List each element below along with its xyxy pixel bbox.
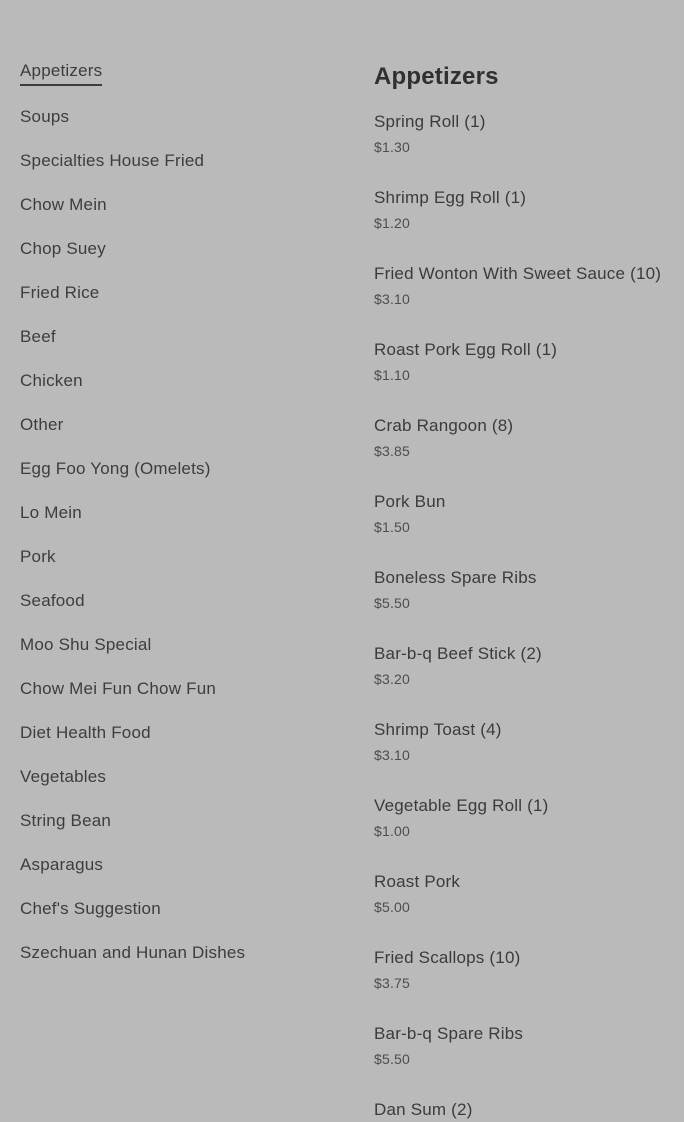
menu-item-name: Boneless Spare Ribs	[374, 568, 537, 587]
sidebar-item-chop-suey[interactable]	[20, 233, 354, 265]
sidebar-item-label: Seafood	[20, 591, 85, 610]
menu-item-name: Roast Pork	[374, 872, 461, 891]
menu-item-name: Roast Pork Egg Roll (1)	[374, 340, 558, 359]
menu-item-price: $5.50	[374, 1051, 411, 1067]
menu-item-name: Fried Wonton With Sweet Sauce (10)	[374, 264, 662, 283]
menu-item-shrimp-egg-roll-1[interactable]	[374, 186, 674, 233]
menu-item-name: Bar-b-q Spare Ribs	[374, 1024, 524, 1043]
menu-item-name: Dan Sum (2)	[374, 1100, 473, 1119]
menu-item-name: Spring Roll (1)	[374, 112, 486, 131]
menu-section	[354, 0, 684, 1119]
sidebar-item-pork[interactable]	[20, 541, 354, 573]
sidebar-item-label: Asparagus	[20, 855, 104, 874]
sidebar-item-lo-mein[interactable]	[20, 497, 354, 529]
sidebar-item-moo-shu-special[interactable]	[20, 629, 354, 661]
menu-item-name: Shrimp Toast (4)	[374, 720, 502, 739]
sidebar-item-label: Fried Rice	[20, 283, 100, 302]
sidebar-item-egg-foo-yong-omelets[interactable]	[20, 453, 354, 485]
sidebar-item-label: Diet Health Food	[20, 723, 151, 742]
menu-item-price: $1.30	[374, 139, 411, 155]
sidebar-item-label: Soups	[20, 107, 70, 126]
menu-item-bar-b-q-beef-stick-2[interactable]	[374, 642, 674, 689]
menu-item-name: Vegetable Egg Roll (1)	[374, 796, 549, 815]
section-title: Appetizers	[374, 63, 499, 90]
sidebar-item-seafood[interactable]	[20, 585, 354, 617]
sidebar-item-label: Szechuan and Hunan Dishes	[20, 943, 246, 962]
menu-item-dan-sum-2[interactable]	[374, 1098, 674, 1122]
menu-item-boneless-spare-ribs[interactable]	[374, 566, 674, 613]
menu-item-price: $5.50	[374, 595, 411, 611]
menu-item-price: $3.20	[374, 671, 411, 687]
menu-item-price: $3.85	[374, 443, 411, 459]
sidebar-item-string-bean[interactable]	[20, 805, 354, 837]
sidebar-item-asparagus[interactable]	[20, 849, 354, 881]
sidebar-item-vegetables[interactable]	[20, 761, 354, 793]
menu-item-shrimp-toast-4[interactable]	[374, 718, 674, 765]
sidebar-item-label: Chef's Suggestion	[20, 899, 161, 918]
sidebar-item-chow-mein[interactable]	[20, 189, 354, 221]
sidebar-item-label: Other	[20, 415, 64, 434]
sidebar-item-specialties-house-fried[interactable]	[20, 145, 354, 177]
sidebar-item-label: Moo Shu Special	[20, 635, 152, 654]
menu-item-price: $3.75	[374, 975, 411, 991]
sidebar-item-label: Specialties House Fried	[20, 151, 205, 170]
sidebar-item-label: String Bean	[20, 811, 112, 830]
menu-item-price: $1.20	[374, 215, 411, 231]
sidebar-item-chicken[interactable]	[20, 365, 354, 397]
menu-item-vegetable-egg-roll-1[interactable]	[374, 794, 674, 841]
sidebar-item-label: Chicken	[20, 371, 83, 390]
sidebar-item-chow-mei-fun-chow-fun[interactable]	[20, 673, 354, 705]
menu-item-roast-pork-egg-roll-1[interactable]	[374, 338, 674, 385]
sidebar-item-label: Vegetables	[20, 767, 107, 786]
sidebar-item-chef-s-suggestion[interactable]	[20, 893, 354, 925]
sidebar-item-label: Beef	[20, 327, 56, 346]
menu-item-price: $1.00	[374, 823, 411, 839]
menu-item-fried-scallops-10[interactable]	[374, 946, 674, 993]
sidebar-item-label: Chop Suey	[20, 239, 106, 258]
sidebar-item-fried-rice[interactable]	[20, 277, 354, 309]
sidebar-item-diet-health-food[interactable]	[20, 717, 354, 749]
sidebar-item-other[interactable]	[20, 409, 354, 441]
menu-item-spring-roll-1[interactable]	[374, 110, 674, 157]
sidebar-item-label: Chow Mein	[20, 195, 107, 214]
sidebar-item-label: Egg Foo Yong (Omelets)	[20, 459, 211, 478]
menu-item-roast-pork[interactable]	[374, 870, 674, 917]
menu-item-bar-b-q-spare-ribs[interactable]	[374, 1022, 674, 1069]
sidebar-item-soups[interactable]	[20, 101, 354, 133]
menu-item-name: Bar-b-q Beef Stick (2)	[374, 644, 542, 663]
sidebar-item-label: Appetizers	[20, 61, 102, 86]
menu-item-name: Pork Bun	[374, 492, 446, 511]
menu-item-price: $1.10	[374, 367, 411, 383]
menu-item-price: $3.10	[374, 291, 411, 307]
menu-item-crab-rangoon-8[interactable]	[374, 414, 674, 461]
sidebar-item-szechuan-and-hunan-dishes[interactable]	[20, 937, 354, 969]
menu-item-list	[374, 110, 674, 1122]
sidebar-item-label: Lo Mein	[20, 503, 82, 522]
menu-item-price: $5.00	[374, 899, 411, 915]
menu-item-fried-wonton-with-sweet-sauce-10[interactable]	[374, 262, 674, 309]
menu-item-price: $1.50	[374, 519, 411, 535]
menu-item-name: Crab Rangoon (8)	[374, 416, 514, 435]
sidebar-item-beef[interactable]	[20, 321, 354, 353]
menu-item-name: Fried Scallops (10)	[374, 948, 521, 967]
sidebar-item-label: Chow Mei Fun Chow Fun	[20, 679, 216, 698]
menu-item-price: $3.10	[374, 747, 411, 763]
sidebar-item-appetizers[interactable]	[20, 57, 354, 89]
menu-item-pork-bun[interactable]	[374, 490, 674, 537]
menu-item-name: Shrimp Egg Roll (1)	[374, 188, 527, 207]
sidebar-item-label: Pork	[20, 547, 56, 566]
